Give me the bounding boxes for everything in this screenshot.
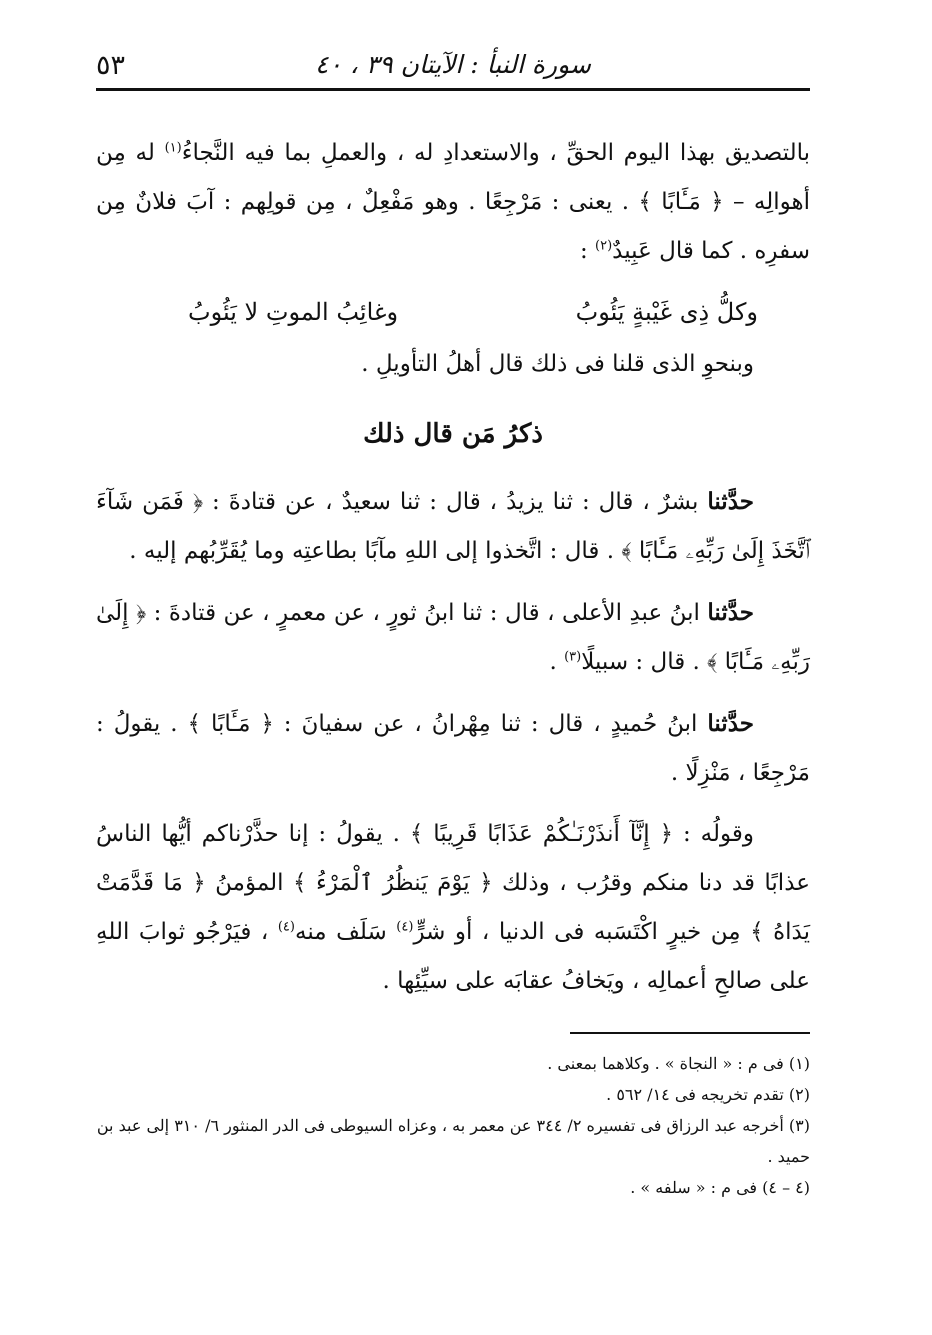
section-heading: ذكرُ مَن قال ذلك: [363, 419, 543, 449]
footnote-1: (١) فى م : « النجاة » . وكلاهما بمعنى .: [547, 1054, 810, 1073]
paragraph-5-text-c: ، فيَرْجُو ثوابَ اللهِ على صالحِ أعمالِه ، ويَخافُ عقابَه على سيِّئِها .: [96, 919, 810, 994]
verse-first-hemistich: وكلُّ ذِى غَيْبةٍ يَئُوبُ: [575, 298, 758, 326]
poetry-verse: [188, 284, 758, 340]
paragraph-after-verse: وبنحوِ الذى قلنا فى ذلك قال أهلُ التأويلِ .: [361, 351, 754, 377]
paragraph-1-text-b: له مِن أهوالِه – ﴿ مَـَٔابًا ﴾ . يعنى : مَرْجِعًا . وهو مَفْعِلٌ ، مِن قولِهم : آبَ فلانٌ مِن سفرِه . كما قال عَبِيدٌ: [96, 140, 810, 264]
paragraph-4-text: ابنُ حُميدٍ ، قال : ثنا مِهْرانُ ، عن سفيانَ : ﴿ مَـَٔابًا ﴾ . يقولُ : مَرْجِعًا ، مَنْزِلًا .: [96, 711, 810, 786]
paragraph-3: [96, 588, 810, 687]
footnote-divider: [570, 1032, 810, 1034]
paragraph-2: [96, 477, 810, 576]
paragraph-5: [96, 810, 810, 1006]
page: [96, 40, 810, 1203]
running-title: سورة النبأ : الآيتان ٣٩ ، ٤٠: [315, 50, 591, 79]
footnote-ref-4a: (٤): [396, 919, 414, 935]
paragraph-1-text: بالتصديق بهذا اليوم الحقِّ ، والاستعدادِ له ، والعملِ بما فيه النَّجاءُ: [181, 140, 810, 166]
paragraph-1: [96, 129, 810, 276]
footnote-4: (٤ – ٤) فى م : « سلفه » .: [630, 1178, 810, 1197]
paragraph-5-text: وقولُه : ﴿ إِنَّآ أَنذَرْنَـٰكُمْ عَذَابًا قَرِيبًا ﴾ . يقولُ : إنا حذَّرْناكم أيُّها الناسُ عذابًا قد دنا منكم وقرُب ، وذلك ﴿ يَوْمَ يَنظُرُ ٱلْمَرْءُ ﴾ المؤمنُ ﴿ مَا قَدَّمَتْ يَدَاهُ ﴾ مِن خيرٍ اكْتَسَبه فى الدنيا ، أو شرٍّ: [96, 821, 810, 945]
page-header: [96, 40, 810, 91]
paragraph-3-lead: حدَّثنا: [707, 599, 755, 626]
paragraph-1-text-c: :: [579, 238, 595, 264]
verse-second-hemistich: وغائِبُ الموتِ لا يَئُوبُ: [188, 298, 399, 326]
page-number: ٥٣: [96, 50, 126, 81]
footnote-ref-4b: (٤): [277, 919, 295, 935]
footnote-ref-1: (١): [164, 140, 182, 156]
paragraph-5-text-b: سَلَف منه: [294, 919, 397, 945]
paragraph-2-lead: حدَّثنا: [707, 488, 754, 515]
footnote-3: (٣) أخرجه عبد الرزاق فى تفسيره ٢/ ٣٤٤ عن معمر به ، وعزاه السيوطى فى الدر المنثور ٦/ ٣١٠ إلى عبد بن حميد .: [96, 1116, 810, 1166]
main-text: [96, 129, 810, 1006]
footnote-2: (٢) تقدم تخريجه فى ١٤/ ٥٦٢ .: [606, 1085, 810, 1104]
paragraph-3-end: .: [549, 649, 565, 675]
paragraph-3-text: ابنُ عبدِ الأعلى ، قال : ثنا ابنُ ثورٍ ، عن معمرٍ ، عن قتادةَ : ﴿ إِلَىٰ رَبِّهِۦ مَـَٔابًا ﴾ . قال : سبيلًا: [96, 600, 810, 675]
footnote-ref-2: (٢): [595, 238, 613, 254]
footnote-ref-3: (٣): [564, 649, 582, 665]
paragraph-4-lead: حدَّثنا: [707, 710, 754, 737]
footnotes: [96, 1048, 810, 1203]
paragraph-4: [96, 699, 810, 798]
paragraph-2-text: بشرٌ ، قال : ثنا يزيدُ ، قال : ثنا سعيدٌ ، عن قتادةَ : ﴿ فَمَن شَآءَ ٱتَّخَذَ إِلَىٰ رَبِّهِۦ مَـَٔابًا ﴾ . قال : اتَّخذوا إلى اللهِ مآبًا بطاعتِه وما يُقَرِّبُهم إليه .: [96, 489, 810, 564]
